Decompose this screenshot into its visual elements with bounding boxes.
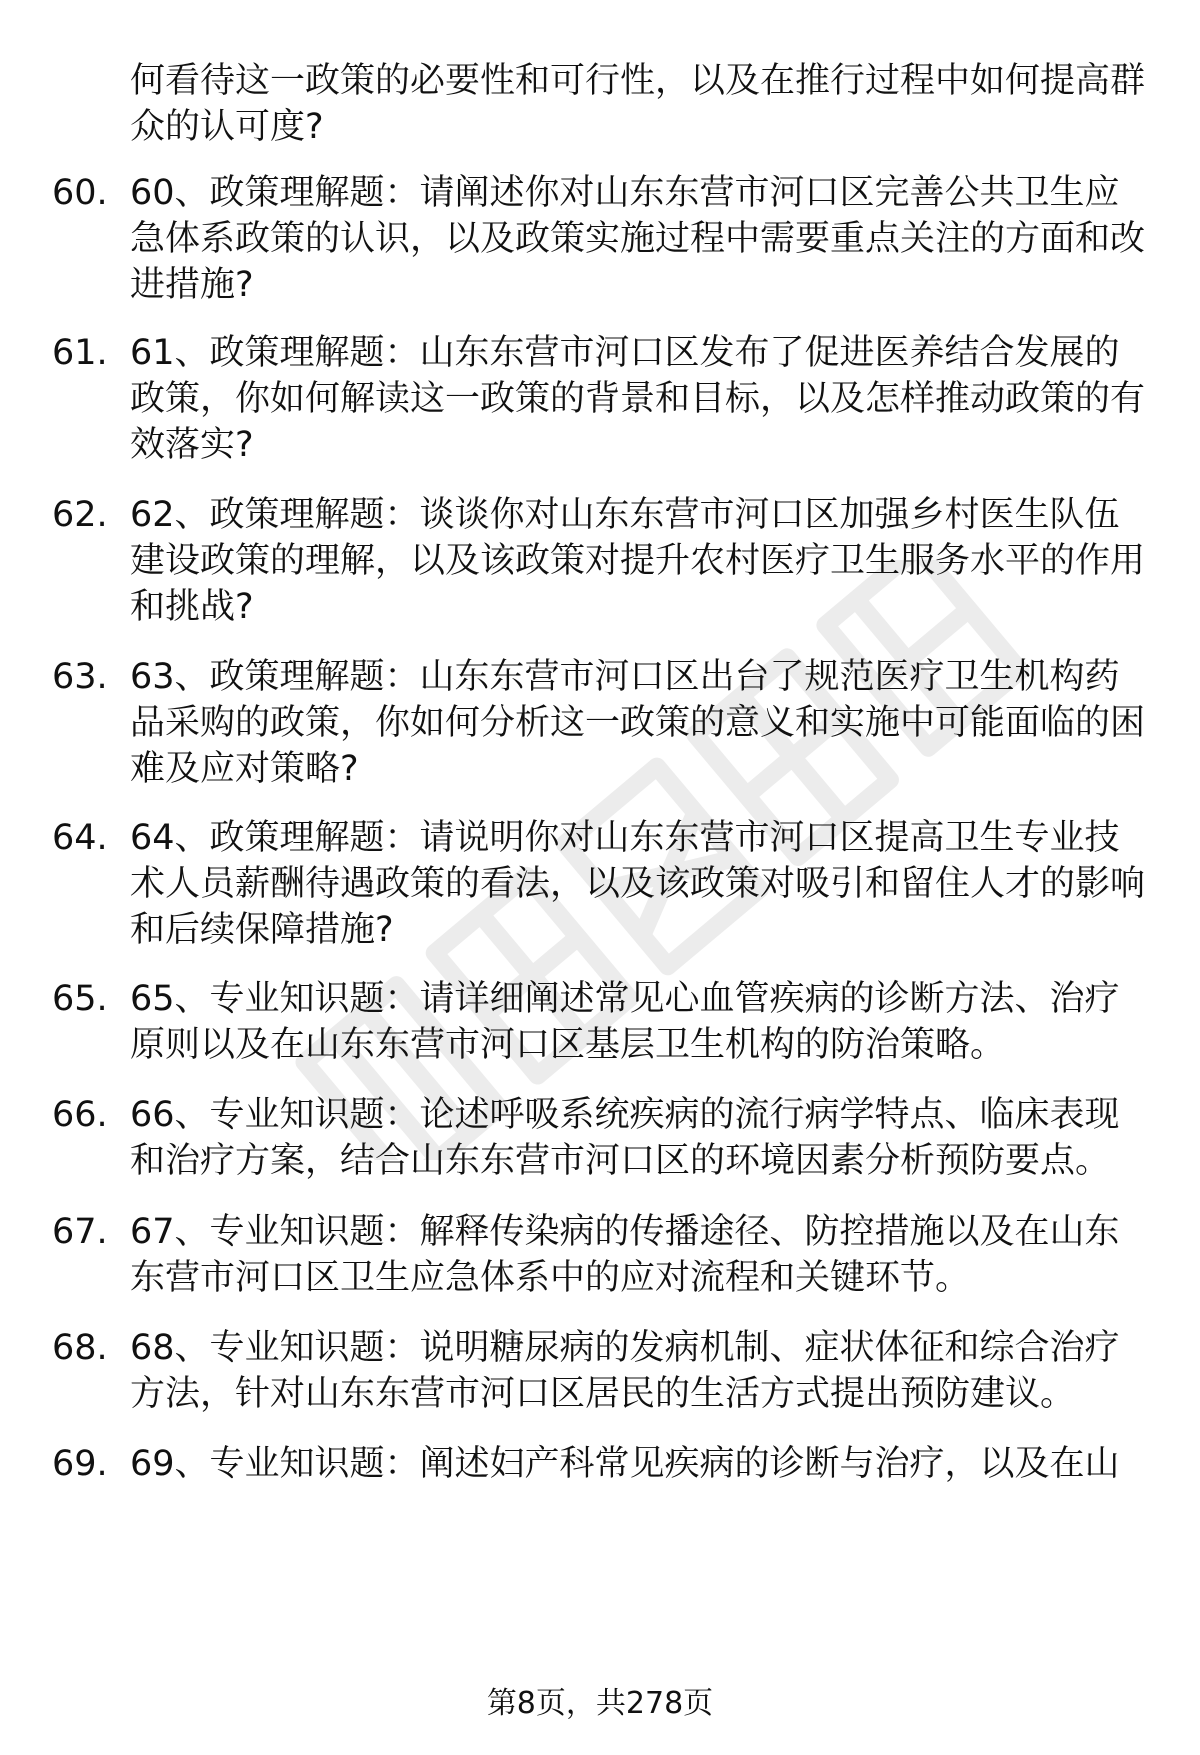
item-number: 68. bbox=[52, 1328, 108, 1368]
item-text: 61、政策理解题：山东东营市河口区发布了促进医养结合发展的政策，你如何解读这一政策的背景和目标，以及怎样推动政策的有效落实? bbox=[130, 333, 1146, 465]
item-number: 63. bbox=[52, 657, 108, 697]
list-item bbox=[52, 492, 1152, 630]
item-text: 69、专业知识题：阐述妇产科常见疾病的诊断与治疗，以及在山 bbox=[130, 1444, 1120, 1484]
item-number: 60. bbox=[52, 173, 108, 213]
item-text: 62、政策理解题：谈谈你对山东东营市河口区加强乡村医生队伍建设政策的理解，以及该政策对提升农村医疗卫生服务水平的作用和挑战? bbox=[130, 495, 1146, 627]
item-text: 66、专业知识题：论述呼吸系统疾病的流行病学特点、临床表现和治疗方案，结合山东东营市河口区的环境因素分析预防要点。 bbox=[130, 1095, 1120, 1181]
item-number: 65. bbox=[52, 979, 108, 1019]
list-item bbox=[52, 170, 1152, 308]
item-number: 62. bbox=[52, 495, 108, 535]
item-number: 61. bbox=[52, 333, 108, 373]
item-text: 67、专业知识题：解释传染病的传播途径、防控措施以及在山东东营市河口区卫生应急体系中的应对流程和关键环节。 bbox=[130, 1212, 1120, 1298]
continuation-text: 何看待这一政策的必要性和可行性，以及在推行过程中如何提高群众的认可度? bbox=[130, 61, 1146, 147]
list-item bbox=[52, 815, 1152, 953]
list-item bbox=[52, 1441, 1152, 1487]
item-number: 69. bbox=[52, 1444, 108, 1484]
list-item bbox=[52, 654, 1152, 792]
item-number: 66. bbox=[52, 1095, 108, 1135]
list-item bbox=[52, 1325, 1152, 1417]
list-item bbox=[52, 976, 1152, 1068]
item-text: 60、政策理解题：请阐述你对山东东营市河口区完善公共卫生应急体系政策的认识，以及政策实施过程中需要重点关注的方面和改进措施? bbox=[130, 173, 1146, 305]
list-item bbox=[52, 1092, 1152, 1184]
item-number: 67. bbox=[52, 1212, 108, 1252]
page-footer: 第8页，共278页 bbox=[486, 1686, 714, 1721]
item-text: 65、专业知识题：请详细阐述常见心血管疾病的诊断方法、治疗原则以及在山东东营市河口区基层卫生机构的防治策略。 bbox=[130, 979, 1120, 1065]
list-item bbox=[52, 330, 1152, 468]
item-text: 64、政策理解题：请说明你对山东东营市河口区提高卫生专业技术人员薪酬待遇政策的看法，以及该政策对吸引和留住人才的影响和后续保障措施? bbox=[130, 818, 1146, 950]
item-number: 64. bbox=[52, 818, 108, 858]
item-text: 68、专业知识题：说明糖尿病的发病机制、症状体征和综合治疗方法，针对山东东营市河口区居民的生活方式提出预防建议。 bbox=[130, 1328, 1120, 1414]
list-item bbox=[52, 1209, 1152, 1301]
item-text: 63、政策理解题：山东东营市河口区出台了规范医疗卫生机构药品采购的政策，你如何分析这一政策的意义和实施中可能面临的困难及应对策略? bbox=[130, 657, 1146, 789]
